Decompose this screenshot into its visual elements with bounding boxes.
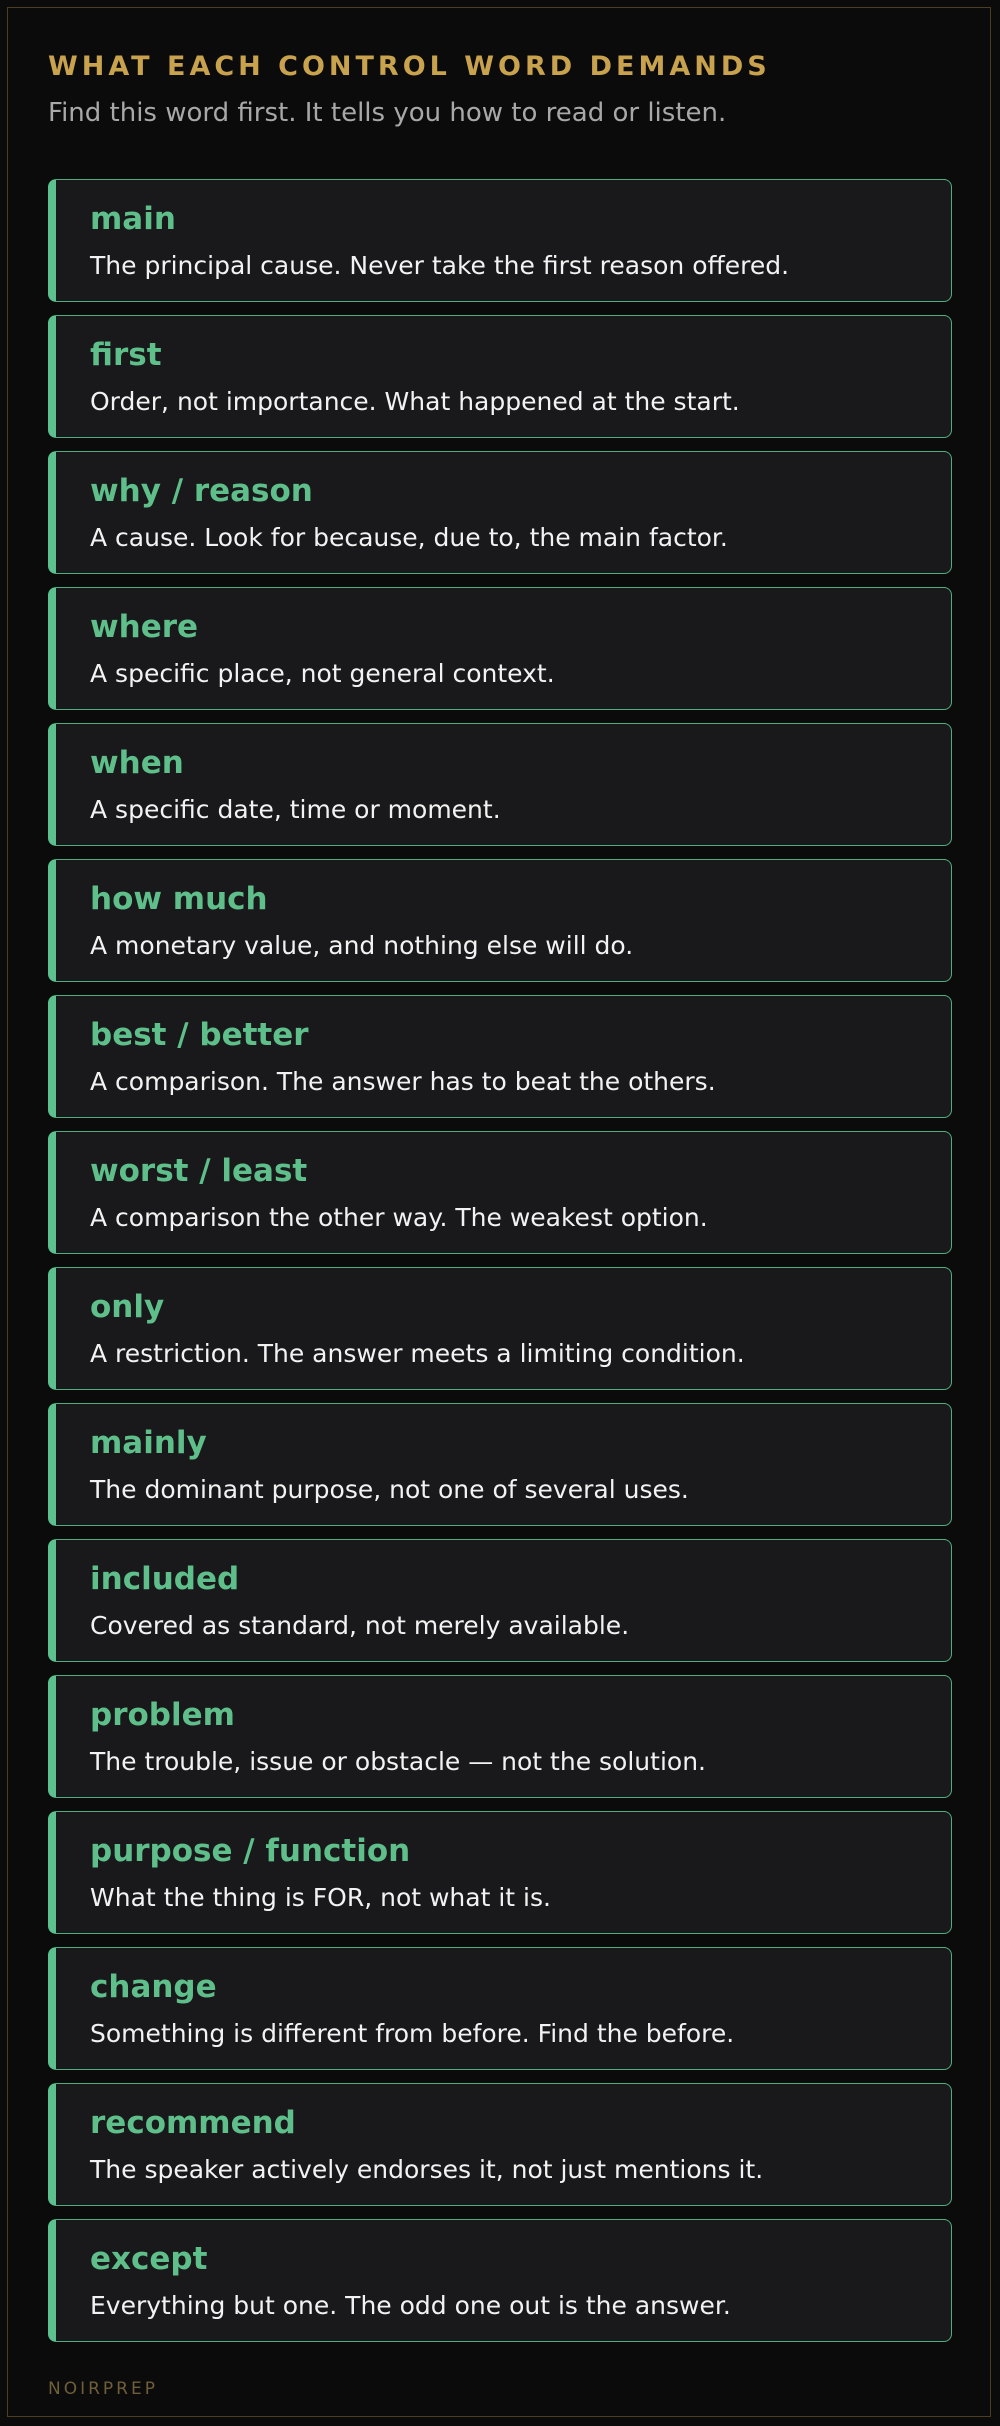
card-description: A comparison. The answer has to beat the others.	[90, 1067, 716, 1096]
card-term: first	[90, 337, 162, 373]
card-mainly	[48, 1403, 952, 1526]
card-term: recommend	[90, 2105, 296, 2141]
card-term: why / reason	[90, 473, 313, 509]
card-term: only	[90, 1289, 165, 1325]
card-term: except	[90, 2241, 208, 2277]
card-first	[48, 315, 952, 438]
card-how-much	[48, 859, 952, 982]
card-description: Everything but one. The odd one out is the answer.	[90, 2291, 731, 2320]
card-term: when	[90, 745, 184, 781]
card-included	[48, 1539, 952, 1662]
card-problem	[48, 1675, 952, 1798]
card-when	[48, 723, 952, 846]
card-description: A restriction. The answer meets a limiting condition.	[90, 1339, 745, 1368]
card-description: The speaker actively endorses it, not just mentions it.	[90, 2155, 764, 2184]
card-change	[48, 1947, 952, 2070]
card-term: change	[90, 1969, 217, 2005]
page-subtitle: Find this word first. It tells you how to read or listen.	[48, 98, 727, 128]
card-recommend	[48, 2083, 952, 2206]
card-description: A cause. Look for because, due to, the main factor.	[90, 523, 728, 552]
card-worst-least	[48, 1131, 952, 1254]
card-main	[48, 179, 952, 302]
page-title: WHAT EACH CONTROL WORD DEMANDS	[48, 51, 771, 82]
card-term: worst / least	[90, 1153, 308, 1189]
card-term: purpose / function	[90, 1833, 411, 1869]
card-except	[48, 2219, 952, 2342]
card-only	[48, 1267, 952, 1390]
card-best-better	[48, 995, 952, 1118]
card-term: best / better	[90, 1017, 309, 1053]
card-description: The trouble, issue or obstacle — not the solution.	[90, 1747, 706, 1776]
card-description: A specific place, not general context.	[90, 659, 555, 688]
card-description: A specific date, time or moment.	[90, 795, 501, 824]
card-description: A monetary value, and nothing else will do.	[90, 931, 634, 960]
card-term: mainly	[90, 1425, 207, 1461]
card-description: The principal cause. Never take the first reason offered.	[90, 251, 790, 280]
card-term: included	[90, 1561, 240, 1597]
card-description: What the thing is FOR, not what it is.	[90, 1883, 551, 1912]
card-why-reason	[48, 451, 952, 574]
card-where	[48, 587, 952, 710]
card-purpose-function	[48, 1811, 952, 1934]
card-description: Covered as standard, not merely available.	[90, 1611, 630, 1640]
card-description: Order, not importance. What happened at the start.	[90, 387, 740, 416]
card-term: problem	[90, 1697, 235, 1733]
card-term: how much	[90, 881, 268, 917]
control-word-list	[48, 179, 952, 2355]
footer-brand: NOIRPREP	[48, 2379, 158, 2399]
card-description: The dominant purpose, not one of several uses.	[90, 1475, 689, 1504]
card-term: where	[90, 609, 199, 645]
card-description: Something is different from before. Find the before.	[90, 2019, 735, 2048]
card-term: main	[90, 201, 176, 237]
card-description: A comparison the other way. The weakest option.	[90, 1203, 708, 1232]
